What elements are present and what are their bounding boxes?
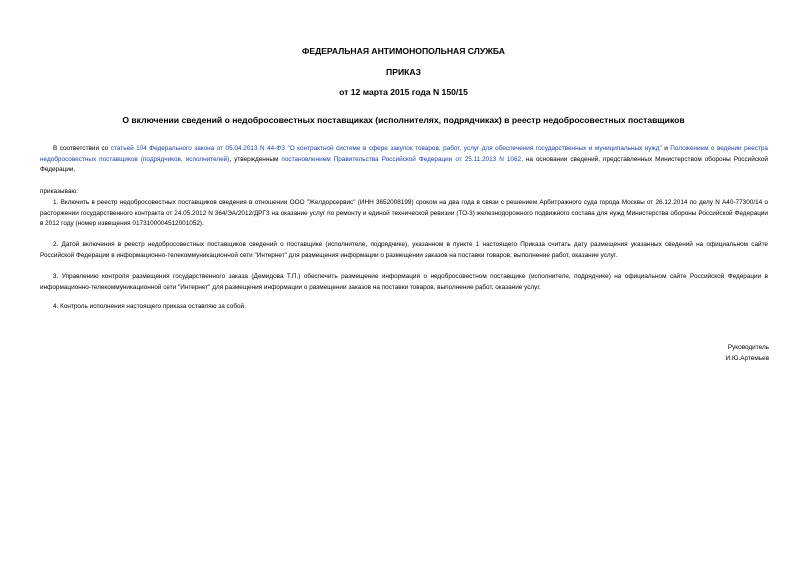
document-title: О включении сведений о недобросовестных поставщиках (исполнителях, подрядчиках) в реестр недобросовестных поставщиков <box>122 115 685 125</box>
intro-text-1: В соответствии со <box>53 145 111 152</box>
intro-text-3: , утвержденным <box>229 155 282 163</box>
intro-text-4: , на основании сведений, представленных Министерством обороны Российской Федерации, <box>40 155 768 174</box>
regulation-link[interactable]: Положением о ведении реестра недобросовестных поставщиков (подрядчиков, исполнителей) <box>40 145 768 163</box>
item-2-paragraph: 2. Датой включения в реестр недобросовестных поставщиков сведений о поставщике (исполнителе, подрядчике), указанном в пункте 1 настоящего Приказа считать дату размещения указанных сведений на официальном сайте Российской Федерации в информационно-телекоммуникационной сети "Интернет" для размещения информации о размещении заказов на поставки товаров, выполнение работ, оказание услуг. <box>40 241 768 259</box>
intro-text-2: и <box>661 145 671 152</box>
item-4-paragraph: 4. Контроль исполнения настоящего приказа оставляю за собой. <box>53 303 246 310</box>
agency-name: ФЕДЕРАЛЬНАЯ АНТИМОНОПОЛЬНАЯ СЛУЖБА <box>302 46 505 56</box>
law-link[interactable]: статьей 104 Федерального закона от 05.04.2013 N 44-ФЗ "О контрактной системе в сфере закупок товаров, работ, услуг для обеспечения государственных и муниципальных нужд" <box>110 145 662 152</box>
document-type: ПРИКАЗ <box>386 67 421 77</box>
order-word: приказываю: <box>40 188 78 195</box>
document-date-number: от 12 марта 2015 года N 150/15 <box>339 87 468 97</box>
resolution-link[interactable]: постановлением Правительства Российской Федерации от 25.11.2013 N 1062 <box>281 155 522 163</box>
signature-block <box>726 343 769 364</box>
signer-role: Руководитель <box>727 344 769 351</box>
item-3-paragraph: 3. Управлению контроля размещения государственного заказа (Демидова Т.П.) обеспечить размещение информации о недобросовестном поставщике (исполнителе, подрядчике) на официальном сайте Российской Федерации в информационно-телекоммуникационной сети "Интернет" для размещения информации о размещении заказов на поставки товаров, выполнение работ, оказание услуг. <box>40 273 768 291</box>
intro-paragraph <box>40 144 768 176</box>
item-1-paragraph: 1. Включить в реестр недобросовестных поставщиков сведения в отношении ООО "Желдорсервис" (ИНН 3652008199) сроком на два года в связи с решением Арбитражного суда города Москвы от 26.12.2014 по делу N А40-77300/14 о расторжении государственного контракта от 24.05.2012 N 364/ЭА/2012/ДРГЗ на оказание услуг по ремонту и единой технической ревизии (ТО-3) железнодорожного подвижного состава для нужд Министерства обороны Российской Федерации в 2012 году (номер извещения 0173100004512001052). <box>40 199 768 228</box>
signer-name: И.Ю.Артемьев <box>725 354 769 362</box>
